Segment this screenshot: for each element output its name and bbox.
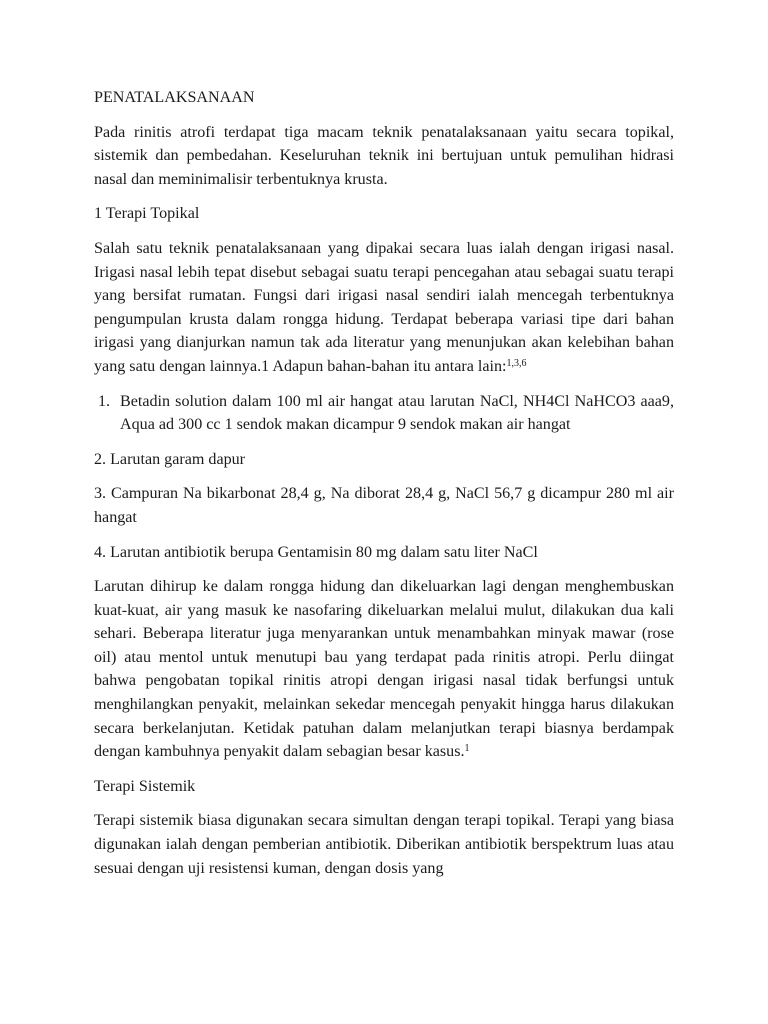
list-item-text: Betadin solution dalam 100 ml air hangat atau larutan NaCl, NH4Cl NaHCO3 aaa9, Aqua ad 300 cc 1 sendok makan dicampur 9 sendok makan air hangat: [120, 392, 674, 434]
list-item-1: [94, 390, 674, 437]
list-item-3: 3. Campuran Na bikarbonat 28,4 g, Na diborat 28,4 g, NaCl 56,7 g dicampur 280 ml air hangat: [94, 485, 674, 526]
list-item-4: 4. Larutan antibiotik berupa Gentamisin 80 mg dalam satu liter NaCl: [94, 543, 538, 561]
document-page: [94, 86, 674, 891]
citation-superscript: 1: [464, 743, 470, 755]
topical-paragraph: [94, 237, 674, 379]
document-heading: PENATALAKSANAAN: [94, 89, 255, 106]
section-title-topical: 1 Terapi Topikal: [94, 205, 200, 223]
list-number: 1.: [98, 392, 111, 410]
intro-paragraph: Pada rinitis atrofi terdapat tiga macam teknik penatalaksanaan yaitu secara topikal, sistemik dan pembedahan. Keseluruhan teknik ini bertujuan untuk pemulihan hidrasi nasal dan meminimalisir terbentuknya krusta.: [94, 123, 674, 188]
irrigation-paragraph: [94, 575, 674, 764]
list-item-2: 2. Larutan garam dapur: [94, 450, 246, 468]
irrigation-paragraph-text: Larutan dihirup ke dalam rongga hidung dan dikeluarkan lagi dengan menghembuskan kuat-kuat, air yang masuk ke nasofaring dikeluarkan melalui mulut, dilakukan dua kali sehari. Beberapa literatur juga menyarankan untuk menambahkan minyak mawar (rose oil) atau mentol untuk menutupi bau yang terdapat pada rinitis atropi. Perlu diingat bahwa pengobatan topikal rinitis atropi dengan irigasi nasal tidak berfungsi untuk menghilangkan penyakit, melainkan sekedar mencegah penyakit hingga harus dilakukan secara berkelanjutan. Ketidak patuhan dalam melanjutkan terapi biasnya berdampak dengan kambuhnya penyakit dalam sebagian besar kasus.: [94, 578, 674, 761]
citation-superscript: 1,3,6: [506, 357, 527, 369]
section-title-systemic: Terapi Sistemik: [94, 777, 196, 795]
systemic-paragraph: Terapi sistemik biasa digunakan secara simultan dengan terapi topikal. Terapi yang biasa digunakan ialah dengan pemberian antibiotik. Diberikan antibiotik berspektrum luas atau sesuai dengan uji resistensi kuman, dengan dosis yang: [94, 812, 674, 877]
topical-paragraph-text: Salah satu teknik penatalaksanaan yang dipakai secara luas ialah dengan irigasi nasal. Irigasi nasal lebih tepat disebut sebagai suatu terapi pencegahan atau sebagai suatu terapi yang bersifat rumatan. Fungsi dari irigasi nasal sendiri ialah mencegah terbentuknya pengumpulan krusta dalam rongga hidung. Terdapat beberapa variasi tipe dari bahan irigasi yang dianjurkan namun tak ada literatur yang menunjukan akan kelebihan bahan yang satu dengan lainnya.1 Adapun bahan-bahan itu antara lain:: [94, 239, 674, 375]
